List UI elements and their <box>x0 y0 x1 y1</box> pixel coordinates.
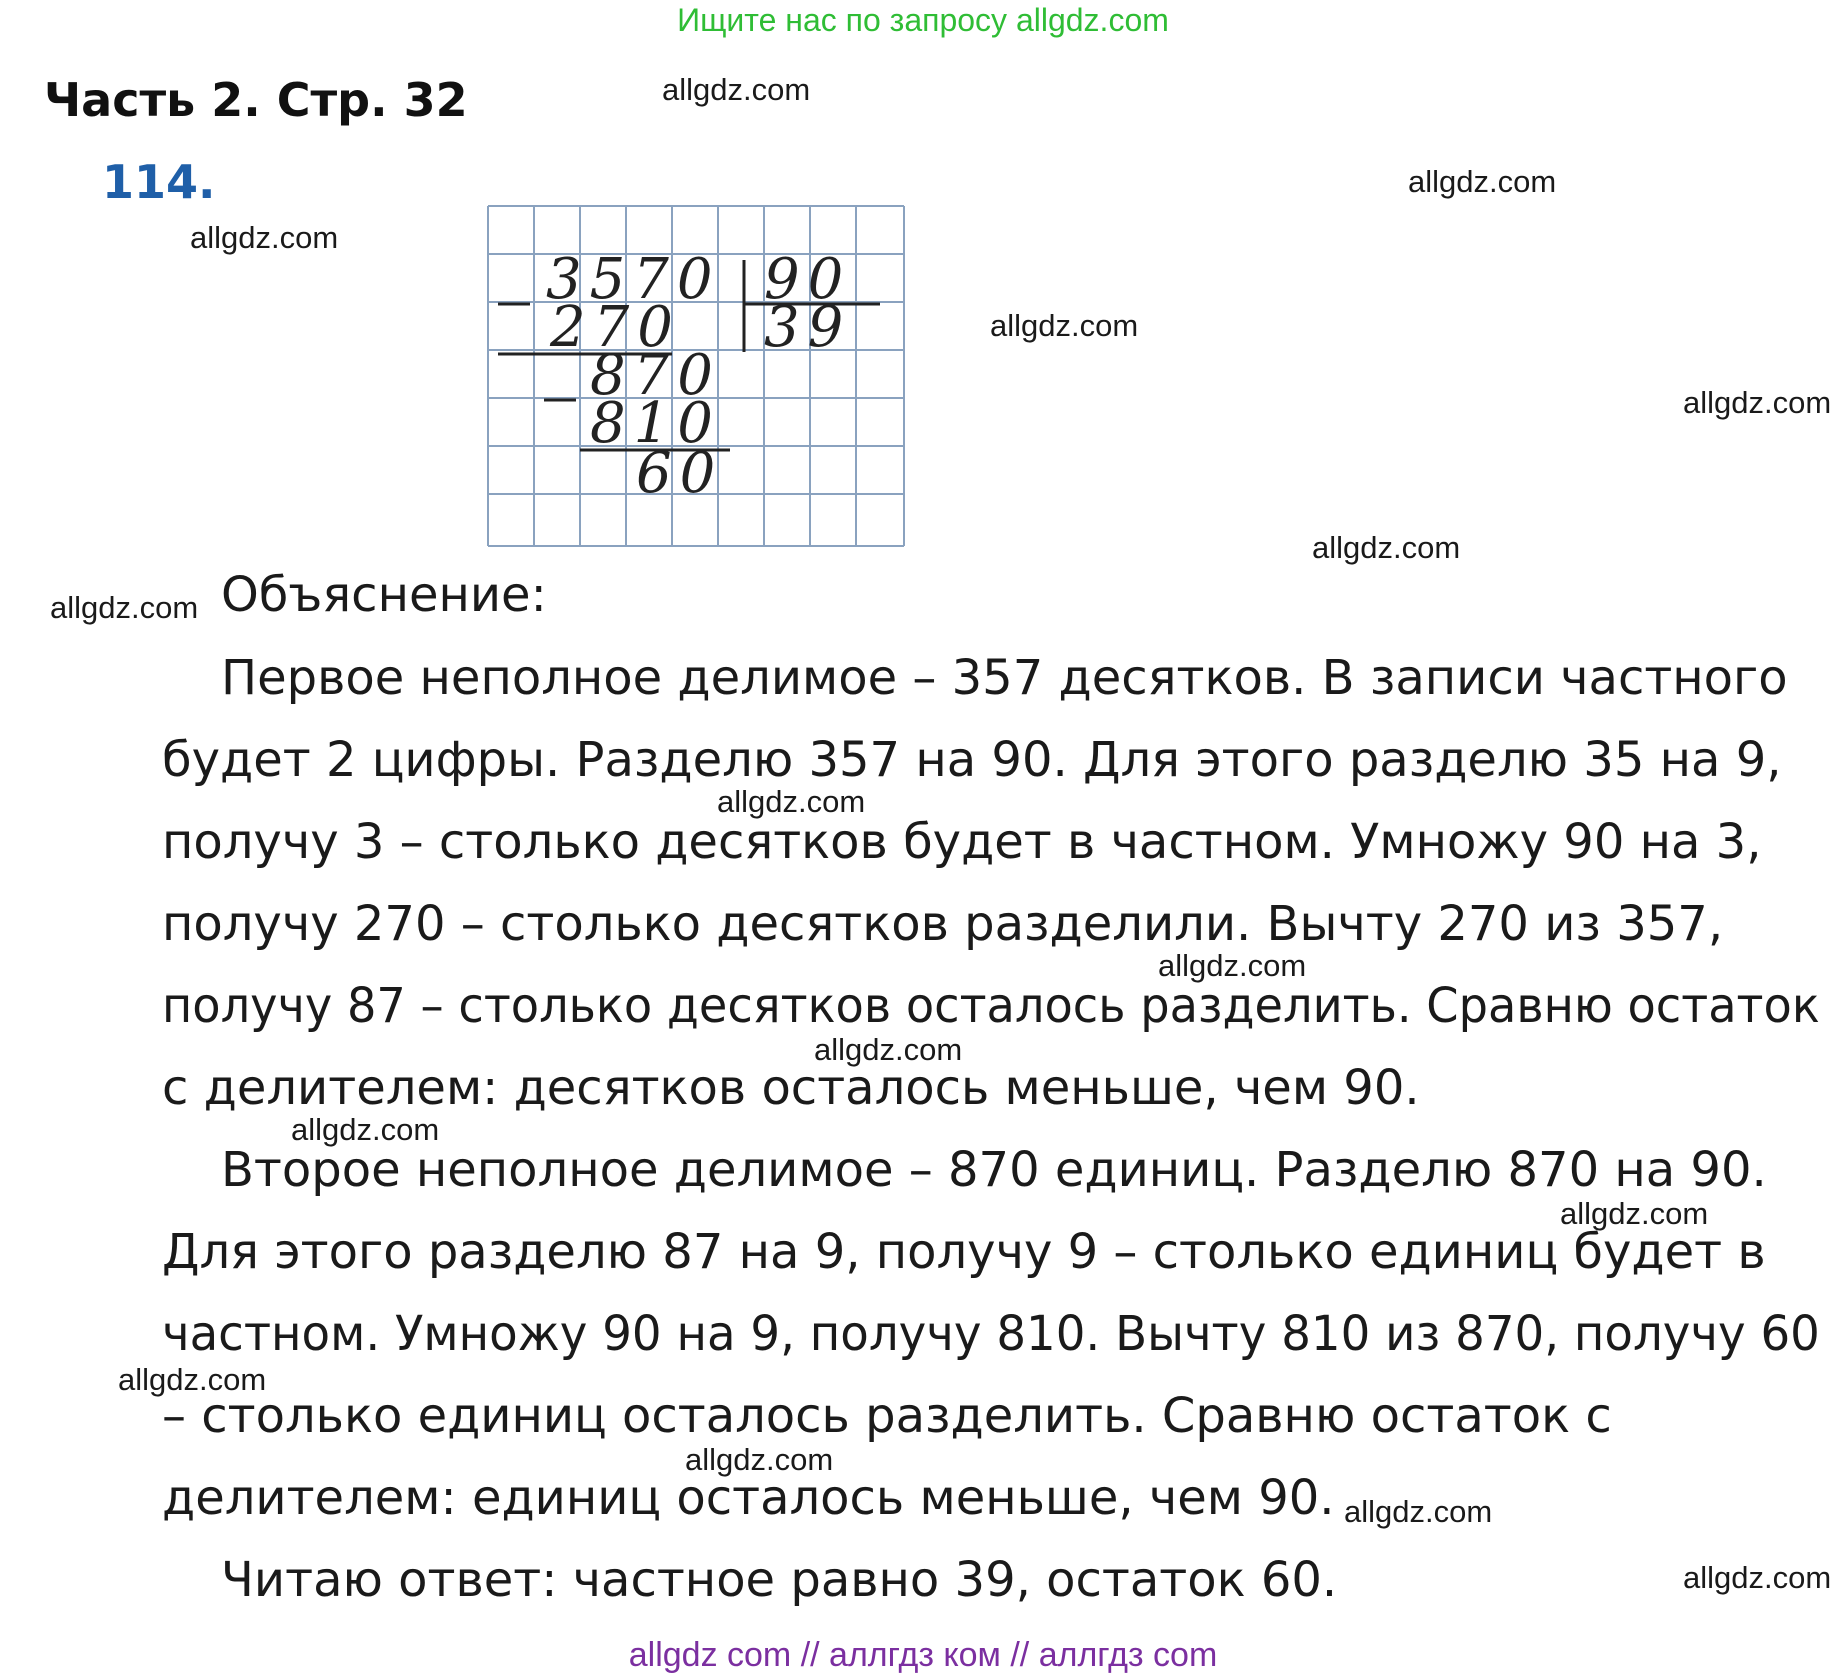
watermark: allgdz.com <box>50 590 199 625</box>
first-subtrahend: 270 <box>550 295 681 360</box>
long-division-grid <box>484 200 908 554</box>
watermark: allgdz.com <box>990 308 1139 343</box>
explanation-line: делителем: единиц осталось меньше, чем 90. <box>162 1470 1335 1526</box>
explanation-line: частном. Умножу 90 на 9, получу 810. Вычту 810 из 870, получу 60 <box>162 1306 1820 1362</box>
explanation-heading: Объяснение: <box>221 567 547 623</box>
second-minuend: 870 <box>590 343 721 408</box>
watermark: allgdz.com <box>814 1032 963 1067</box>
explanation-line: получу 87 – столько десятков осталось разделить. Сравню остаток <box>162 978 1820 1034</box>
watermark: allgdz.com <box>1408 164 1557 199</box>
remainder: 60 <box>636 441 724 506</box>
explanation-line: получу 3 – столько десятков будет в частном. Умножу 90 на 3, <box>162 814 1762 870</box>
task-number: 114. <box>102 155 216 209</box>
dividend: 3570 <box>546 247 721 312</box>
divisor: 90 <box>764 247 852 312</box>
bottom-banner: allgdz com // аллгдз ком // аллгдз com <box>628 1636 1218 1674</box>
explanation-line: Читаю ответ: частное равно 39, остаток 60. <box>221 1552 1338 1608</box>
explanation-line: – столько единиц осталось разделить. Сравню остаток с <box>162 1388 1612 1444</box>
watermark: allgdz.com <box>717 784 866 819</box>
watermark: allgdz.com <box>118 1362 267 1397</box>
watermark: allgdz.com <box>662 72 811 107</box>
explanation-line: с делителем: десятков осталось меньше, чем 90. <box>162 1060 1420 1116</box>
watermark: allgdz.com <box>1560 1196 1709 1231</box>
watermark: allgdz.com <box>1344 1494 1493 1529</box>
watermark: allgdz.com <box>685 1442 834 1477</box>
explanation-line: будет 2 цифры. Разделю 357 на 90. Для этого разделю 35 на 9, <box>162 732 1782 788</box>
explanation-line: Первое неполное делимое – 357 десятков. В записи частного <box>221 650 1788 706</box>
watermark: allgdz.com <box>1312 530 1461 565</box>
top-banner: Ищите нас по запросу allgdz.com <box>677 2 1169 38</box>
page-heading: Часть 2. Стр. 32 <box>44 73 468 127</box>
watermark: allgdz.com <box>1683 1560 1832 1595</box>
second-subtrahend: 810 <box>590 391 721 456</box>
watermark: allgdz.com <box>291 1112 440 1147</box>
explanation-line: Для этого разделю 87 на 9, получу 9 – столько единиц будет в <box>162 1224 1766 1280</box>
watermark: allgdz.com <box>1683 385 1832 420</box>
explanation-line: получу 270 – столько десятков разделили. Вычту 270 из 357, <box>162 896 1724 952</box>
watermark: allgdz.com <box>1158 948 1307 983</box>
watermark: allgdz.com <box>190 220 339 255</box>
explanation-line: Второе неполное делимое – 870 единиц. Разделю 870 на 90. <box>221 1142 1767 1198</box>
quotient: 39 <box>764 295 852 360</box>
